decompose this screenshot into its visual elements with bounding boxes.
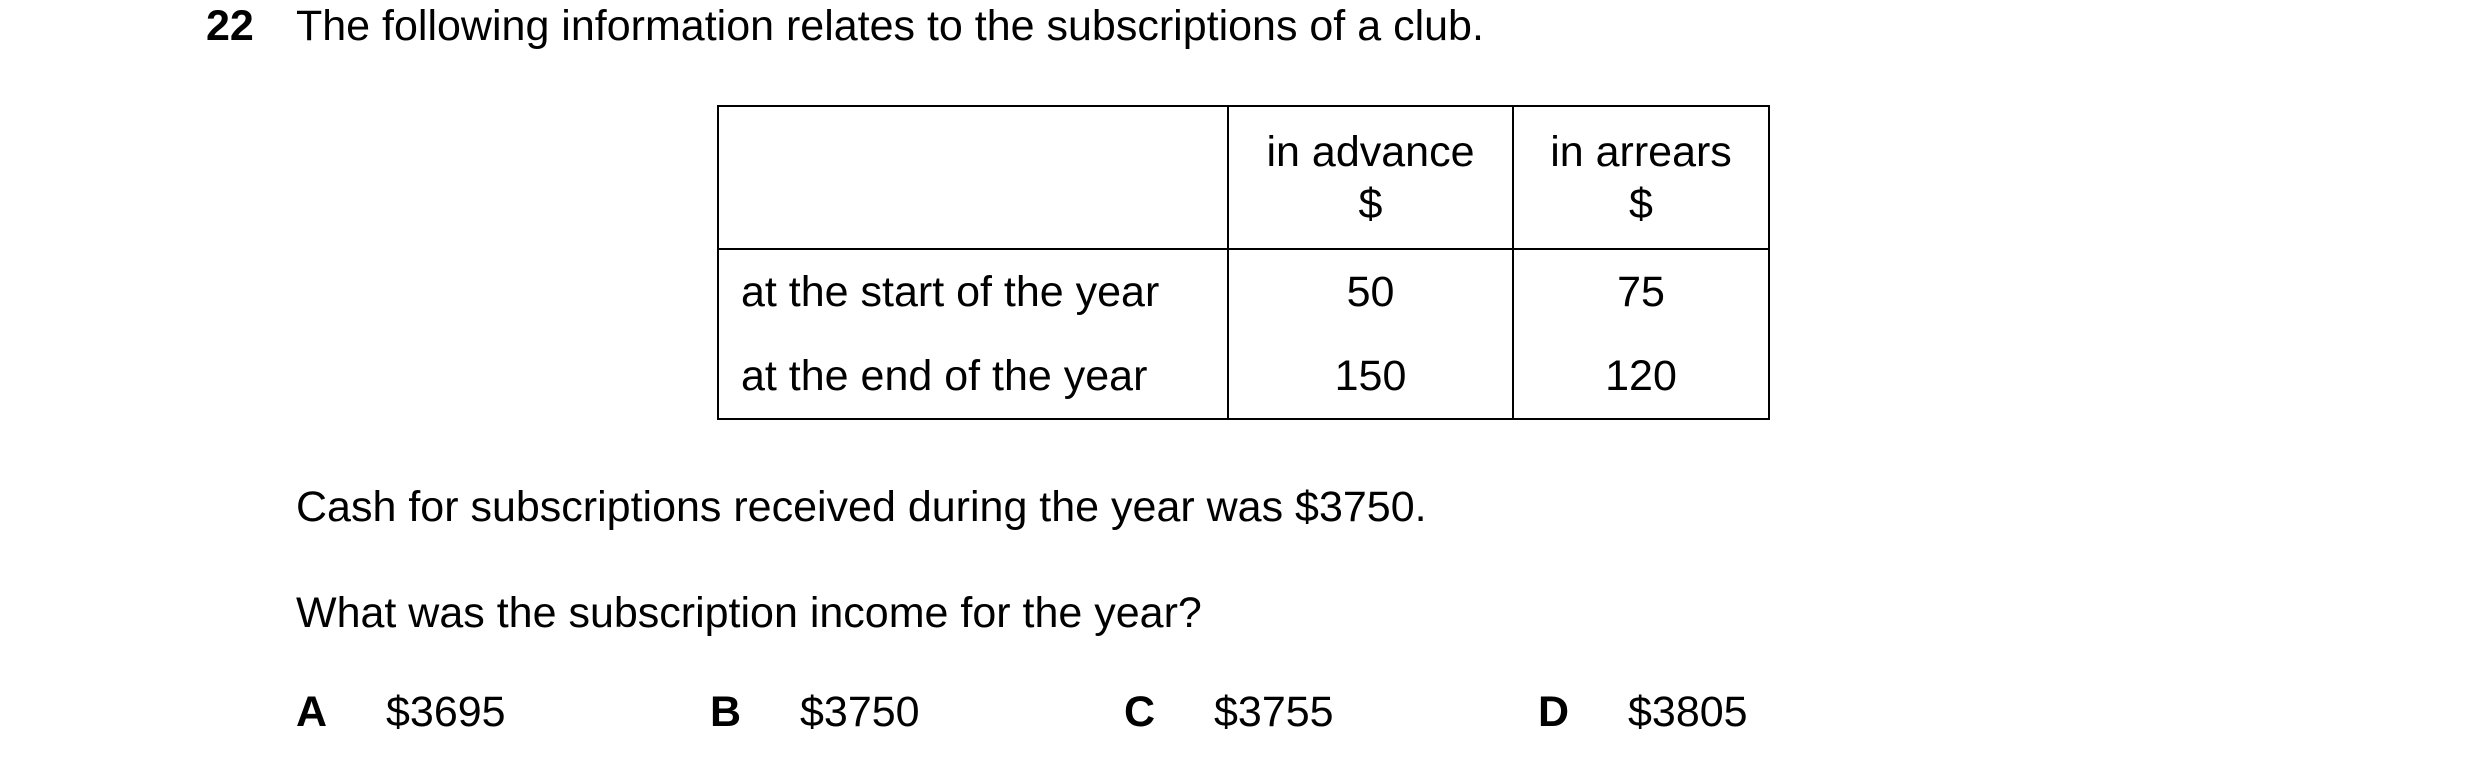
option-b-text: $3750 bbox=[800, 688, 920, 736]
option-c[interactable] bbox=[1124, 686, 1334, 738]
row-label-start-text: at the start of the year bbox=[741, 268, 1160, 316]
option-a-letter: A bbox=[296, 688, 328, 736]
option-d-letter: D bbox=[1538, 688, 1570, 736]
end-in-advance-value: 150 bbox=[1228, 334, 1513, 419]
question-number: 22 bbox=[206, 2, 254, 50]
option-c-letter: C bbox=[1124, 688, 1156, 736]
row-label-end-text: at the end of the year bbox=[741, 352, 1148, 400]
option-d-text: $3805 bbox=[1628, 688, 1748, 736]
table-row bbox=[718, 334, 1769, 419]
end-in-arrears-value: 120 bbox=[1513, 334, 1769, 419]
header-in-advance-unit: $ bbox=[1358, 179, 1383, 228]
header-in-arrears bbox=[1513, 106, 1769, 249]
option-b[interactable] bbox=[710, 686, 920, 738]
table-row bbox=[718, 249, 1769, 334]
question-prompt: What was the subscription income for the year? bbox=[296, 589, 1202, 637]
option-a[interactable] bbox=[296, 686, 506, 738]
option-c-text: $3755 bbox=[1214, 688, 1334, 736]
table-header-row bbox=[718, 106, 1769, 249]
option-b-letter: B bbox=[710, 688, 742, 736]
header-in-advance bbox=[1228, 106, 1513, 249]
header-in-advance-label: in advance bbox=[1266, 127, 1475, 176]
cash-received-paragraph: Cash for subscriptions received during the year was $3750. bbox=[296, 483, 1427, 531]
row-label-end bbox=[718, 334, 1228, 419]
header-in-arrears-unit: $ bbox=[1629, 179, 1653, 228]
option-d[interactable] bbox=[1538, 686, 1748, 738]
start-in-arrears-value: 75 bbox=[1513, 249, 1769, 334]
option-a-text: $3695 bbox=[386, 688, 506, 736]
start-in-advance-value: 50 bbox=[1228, 249, 1513, 334]
row-label-start bbox=[718, 249, 1228, 334]
header-in-arrears-label: in arrears bbox=[1550, 127, 1732, 176]
question-stem: The following information relates to the subscriptions of a club. bbox=[296, 2, 1484, 50]
subscriptions-table bbox=[717, 105, 1770, 420]
table-header-empty-cell bbox=[718, 106, 1228, 249]
